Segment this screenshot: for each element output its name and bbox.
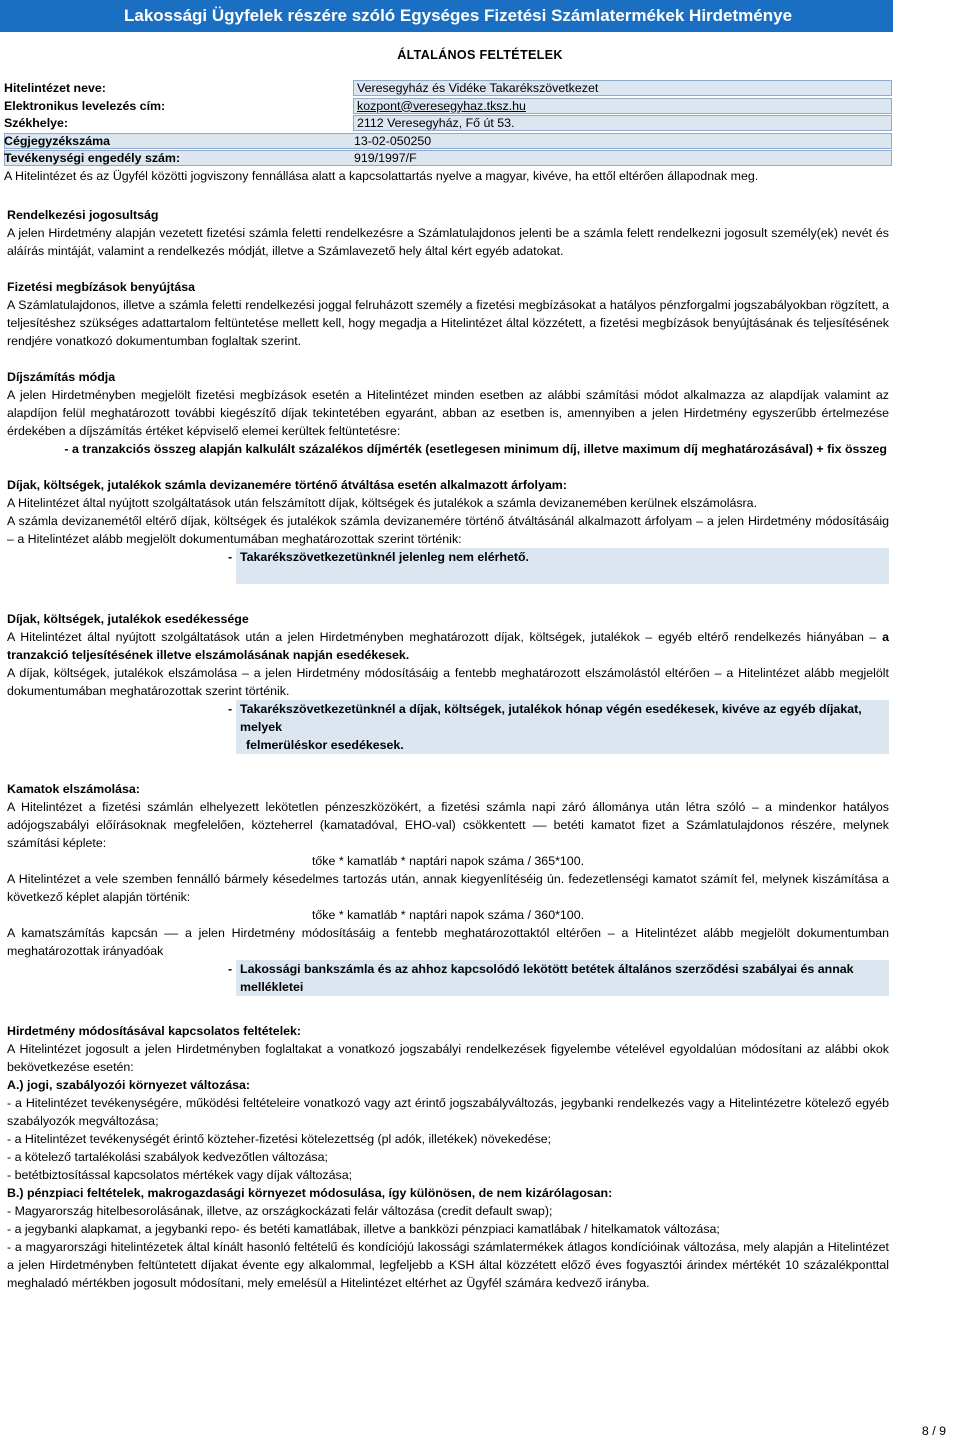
heading-arfolyam: Díjak, költségek, jutalékok számla devizanemére történő átváltása esetén alkalmazott árfolyam: [7,478,567,492]
paragraph-esedekesseg-2: A díjak, költségek, jutalékok elszámolása – a jelen Hirdetmény módosításáig a fentebb meghatározott elszámolástól eltérően – a Hitelintézet alább megjelölt dokumentumában meghatározottak szerint történik. [7,666,889,698]
esedekesseg-document-box [7,700,889,754]
registration-label: Cégjegyzékszáma [4,133,111,148]
dijszamitas-formula: - a tranzakciós összeg alapján kalkulált százalékos díjmérték (esetlegesen minimum díj, illetve maximum díj meghatározásával) + fix összeg [64,442,887,456]
esedekesseg-text-b: a tranzakció teljesítésének illetve elszámolásának napján esedékesek. [7,630,889,662]
heading-jogi-kornyezet: A.) jogi, szabályozói környezet változása: [7,1078,251,1092]
heading-penzpiaci: B.) pénzpiaci feltételek, makrogazdasági környezet módosulása, így különösen, de nem kizárólagosan: [7,1186,613,1200]
heading-dijszamitas: Díjszámítás módja [7,370,116,384]
heading-kamatok: Kamatok elszámolása: [7,782,140,796]
seat-label: Székhelye: [4,116,69,130]
kamat-formula-360: tőke * kamatláb * naptári napok száma / 360*100. [311,908,585,922]
paragraph-fizetesi-megbizasok: A Számlatulajdonos, illetve a számla feletti rendelkezési joggal felruházott személy a fizetési megbízásokat a hatályos pénzforgalmi jogszabályokban rögzített, a teljesítéshez szükséges adattartalom feltüntetése mellett kell, hogy megadja a Hitelintézet által közzétett, a fizetési megbízások benyújtásának és teljesítésének rendjére vonatkozó dokumentumban foglaltak szerint. [7,298,889,348]
email-link[interactable]: kozpont@veresegyhaz.tksz.hu [353,98,892,114]
kamatok-box-text: Lakossági bankszámla és az ahhoz kapcsolódó lekötött betétek általános szerződési szabályai és annak mellékletei [236,960,889,996]
license-value: 919/1997/F [4,150,892,166]
page-number: 8 / 9 [921,1424,946,1438]
license-label: Tevékenységi engedély szám: [4,151,181,165]
institution-info-table [4,80,892,186]
arfolyam-box-text: Takarékszövetkezetünknél jelenleg nem elérhető. [236,548,889,584]
list-item-a4: - betétbiztosítással kapcsolatos mértékek vagy díjak változása; [7,1168,353,1182]
arfolyam-document-box [7,548,889,584]
heading-modositas: Hirdetmény módosításával kapcsolatos feltételek: [7,1024,302,1038]
info-row-license [4,150,892,168]
kamatok-box-dash: - [228,962,233,976]
list-item-b1: - Magyarország hitelbesorolásának, illetve, az országkockázati felár változása (credit default swap); [7,1204,553,1218]
registration-value: 13-02-050250 [4,133,892,149]
list-item-b3: - a magyarországi hitelintézetek által kínált hasonló feltételű és kondíciójú lakossági számlatermékek átlagos kondícióinak változása, mely alapján a Hitelintézet a jelen Hirdetményben feltüntetett díjakat évente egy alkalommal, legfeljebb a KSH által közzétett előző éves fogyasztói árindex mértékét 10 százalékponttal meghaladó mértékben jogosult módosítani, mely emelésül a Hitelintézet eltérhet az Ügyfél számára kedvező irányba. [7,1240,889,1290]
list-item-a1: - a Hitelintézet tevékenységére, működési feltételeire vonatkozó vagy azt érintő jogszabályváltozás, jegybanki rendelkezés vagy a Hitelintézetre kötelező egyéb szabályozók megváltozása; [7,1096,889,1128]
paragraph-dijszamitas: A jelen Hirdetményben megjelölt fizetési megbízások esetén a Hitelintézet minden esetben az alábbi számítási módot alkalmazza az alapdíjak valamint az alapdíjon felül meghatározott további kiegészítő díjak tekintetében egyaránt, abban az esetben is, amennyiben a jelen Hirdetmény egyszerűbb értelmezése érdekében a díjszámítás értéket képviselő elemei kerültek feltüntetésre: [7,388,889,438]
paragraph-kamatok-3: A kamatszámítás kapcsán –– a jelen Hirdetmény módosításáig a fentebb meghatározottaktól eltérően – a Hitelintézet alább megjelölt dokumentumban meghatározottak irányadóak [7,926,889,958]
bank-name-value: Veresegyház és Vidéke Takarékszövetkezet [353,80,892,96]
paragraph-rendelkezesi: A jelen Hirdetmény alapján vezetett fizetési számla feletti rendelkezésre a Számlatulajdonos jelenti be a számla felett rendelkezni jogosult személy(ek) nevét és aláírás mintáját, valamint a rendelkezés módját, illetve a Számlavezető hely által kért egyéb adatokat. [7,226,889,258]
seat-value: 2112 Veresegyház, Fő út 53. [353,115,892,131]
kamatok-document-box [7,960,889,996]
info-row-email [4,98,892,116]
banner-title: Lakossági Ügyfelek részére szóló Egységes Fizetési Számlatermékek Hirdetménye [0,0,893,32]
language-note: A Hitelintézet és az Ügyfél közötti jogviszony fennállása alatt a kapcsolattartás nyelve a magyar, kivéve, ha ettől eltérően állapodnak meg. [4,168,759,183]
esedekesseg-box [236,700,889,754]
paragraph-kamatok-2: A Hitelintézet a vele szemben fennálló bármely késedelmes tartozás után, annak kiegyenlítéséig ún. fedezetlenségi kamatot számít fel, melynek kiszámítása a következő képlet alapján történik: [7,872,889,904]
info-row-seat [4,115,892,133]
bank-name-label: Hitelintézet neve: [4,81,106,95]
esedekesseg-box-dash: - [228,702,233,716]
arfolyam-box-dash: - [228,550,233,564]
paragraph-arfolyam-2: A számla devizanemétől eltérő díjak, költségek és jutalékok számla devizanemére történő átváltásánál alkalmazott árfolyam – a jelen Hirdetmény módosításáig – a Hitelintézet alább megjelölt dokumentumában meghatározottak szerint történik: [7,514,889,546]
section-title: ÁLTALÁNOS FELTÉTELEK [397,48,563,62]
list-item-a2: - a Hitelintézet tevékenységét érintő közteher-fizetési kötelezettség (pl adók, illetékek) növekedése; [7,1132,552,1146]
heading-rendelkezesi: Rendelkezési jogosultság [7,208,159,222]
esedekesseg-box-line-1: Takarékszövetkezetünknél a díjak, költségek, jutalékok hónap végén esedékesek, kivéve az egyéb díjakat, melyek [240,702,862,734]
paragraph-esedekesseg-1 [7,628,889,664]
email-label: Elektronikus levelezés cím: [4,98,166,113]
paragraph-modositas: A Hitelintézet jogosult a jelen Hirdetményben foglaltakat a vonatkozó jogszabályi rendelkezések figyelembe vételével egyoldalúan módosítani az alábbi okok bekövetkezése esetén: [7,1042,889,1074]
list-item-b2: - a jegybanki alapkamat, a jegybanki repo- és betéti kamatlábak, illetve a bankközi pénzpiaci kamatlábak / hitelkamatok változása; [7,1222,720,1236]
heading-esedekesseg: Díjak, költségek, jutalékok esedékessége [7,612,249,626]
info-row-language [4,168,892,186]
esedekesseg-text-a: A Hitelintézet által nyújtott szolgáltatások után a jelen Hirdetményben meghatározott díjak, költségek, jutalékok – egyéb eltérő rendelkezés hiányában – [7,630,883,644]
document-body [7,206,889,1292]
info-row-registration [4,133,892,151]
list-item-a3: - a kötelező tartalékolási szabályok kedvezőtlen változása; [7,1150,328,1164]
heading-fizetesi-megbizasok: Fizetési megbízások benyújtása [7,280,195,294]
kamat-formula-365: tőke * kamatláb * naptári napok száma / 365*100. [311,854,585,868]
paragraph-kamatok-1: A Hitelintézet a fizetési számlán elhelyezett lekötetlen pénzeszközökért, a fizetési számla napi záró állománya után létra szóló – a mindenkor hatályos adójogszabályi előírásoknak megfelelően, közteherrel (kamatadóval, EHO-val) csökkentett –– betéti kamatot fizet a Számlatulajdonos részére, melynek számítási képlete: [7,800,889,850]
info-row-bank-name [4,80,892,98]
esedekesseg-box-line-2: felmerüléskor esedékesek. [246,738,404,752]
paragraph-arfolyam-1: A Hitelintézet által nyújtott szolgáltatások után felszámított díjak, költségek és jutalékok a számla devizanemében kerülnek elszámolásra. [7,496,758,510]
